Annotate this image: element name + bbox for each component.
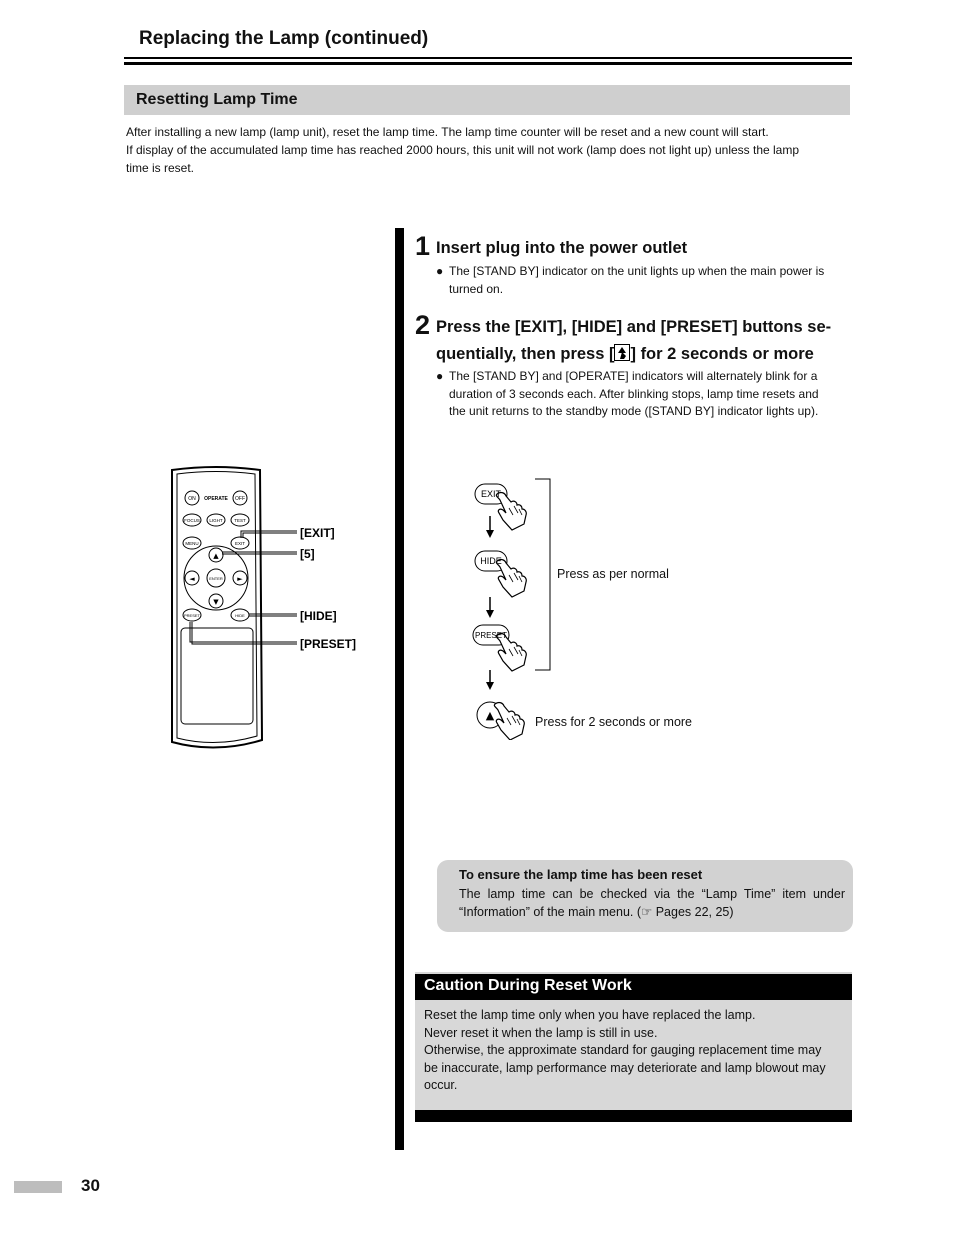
- step-title-line: Press the [EXIT], [HIDE] and [PRESET] buttons se-: [436, 318, 832, 336]
- menu-button: MENU: [185, 541, 199, 546]
- caution-line: occur.: [424, 1078, 458, 1092]
- section-title: Resetting Lamp Time: [136, 91, 298, 108]
- focus-button: FOCUS: [184, 518, 200, 523]
- intro-line: After installing a new lamp (lamp unit), reset the lamp time. The lamp time counter will be reset and a new count will start.: [126, 125, 769, 139]
- footer-tab: [14, 1181, 62, 1193]
- exit-callout-label: [EXIT]: [300, 526, 335, 540]
- preset-step-button: PRESET: [474, 631, 508, 640]
- up-arrow-icon: ▲: [485, 709, 495, 722]
- bullet-icon: ●: [436, 369, 444, 383]
- bullet-line: The [STAND BY] indicator on the unit lights up when the main power is: [449, 264, 825, 278]
- caution-header: [415, 974, 852, 1000]
- on-button: ON: [188, 496, 196, 502]
- caution-line: be inaccurate, lamp performance may deteriorate and lamp blowout may: [424, 1060, 826, 1075]
- step-number: 2: [415, 310, 431, 340]
- enter-button: ENTER: [209, 576, 223, 581]
- normal-press-label: Press as per normal: [557, 567, 669, 581]
- right-arrow-icon: ►: [237, 575, 243, 583]
- up-arrow-icon: ▲: [213, 552, 219, 560]
- step-title-part: quentially, then press [: [436, 345, 615, 363]
- title-rule: [124, 57, 852, 59]
- up-callout-label: [5]: [300, 547, 315, 561]
- hide-callout-label: [HIDE]: [300, 609, 337, 623]
- preset-button: PRESET: [183, 613, 201, 618]
- button-sequence-diagram: [465, 470, 725, 740]
- title-rule: [124, 62, 852, 65]
- step-title-line: [436, 341, 831, 368]
- step-bullet: [436, 263, 853, 298]
- step-column-bar: [395, 228, 404, 1150]
- caution-footer-bar: [415, 1110, 852, 1122]
- caution-line: Reset the lamp time only when you have replaced the lamp.: [424, 1008, 756, 1022]
- bullet-line: The [STAND BY] and [OPERATE] indicators will alternately blink for a: [449, 369, 818, 383]
- caution-line: Otherwise, the approximate standard for gauging replacement time may: [424, 1043, 822, 1057]
- preset-callout-label: [PRESET]: [300, 637, 357, 651]
- info-line: The lamp time can be checked via the “Lamp Time” item under: [459, 887, 845, 901]
- info-text: [459, 886, 845, 921]
- bullet-line: duration of 3 seconds each. After blinking stops, lamp time resets and: [449, 386, 819, 401]
- operate-indicator: OPERATE: [204, 496, 228, 502]
- bullet-line: the unit returns to the standby mode ([STAND BY] indicator lights up).: [449, 404, 819, 418]
- off-button: OFF: [235, 496, 245, 502]
- hide-step-button: HIDE: [480, 556, 502, 566]
- caution-line: Never reset it when the lamp is still in use.: [424, 1025, 658, 1040]
- exit-button: EXIT: [234, 541, 246, 546]
- hold-press-label: Press for 2 seconds or more: [535, 715, 693, 729]
- step-bullet: [436, 368, 853, 421]
- down-arrow-icon: ▼: [213, 598, 219, 606]
- caution-title: Caution During Reset Work: [424, 977, 632, 994]
- bullet-icon: ●: [436, 264, 444, 278]
- step-title: Insert plug into the power outlet: [436, 239, 688, 257]
- caution-text: [424, 1007, 844, 1095]
- exit-step-button: EXIT: [480, 489, 502, 499]
- page-number: 30: [81, 1176, 100, 1195]
- remote-control-illustration: [150, 460, 380, 760]
- page-title: Replacing the Lamp (continued): [139, 28, 429, 49]
- info-line: “Information” of the main menu. (☞ Pages 22, 25): [459, 904, 734, 919]
- bullet-line: turned on.: [449, 281, 504, 296]
- up-key-icon: [614, 344, 630, 361]
- hide-button: HIDE: [235, 613, 245, 618]
- step-title: [436, 314, 831, 368]
- info-title: To ensure the lamp time has been reset: [459, 867, 703, 882]
- test-button: TEST: [234, 518, 246, 523]
- step-title-part: ] for 2 seconds or more: [630, 345, 814, 363]
- left-arrow-icon: ◄: [189, 575, 195, 583]
- light-button: LIGHT: [209, 518, 223, 523]
- intro-line: If display of the accumulated lamp time has reached 2000 hours, this unit will not work (lamp does not light up) unless the lamp: [126, 143, 800, 157]
- intro-paragraph: [126, 123, 854, 177]
- step-number: 1: [415, 231, 431, 261]
- intro-line: time is reset.: [126, 161, 195, 175]
- section-heading-bar: [124, 85, 850, 115]
